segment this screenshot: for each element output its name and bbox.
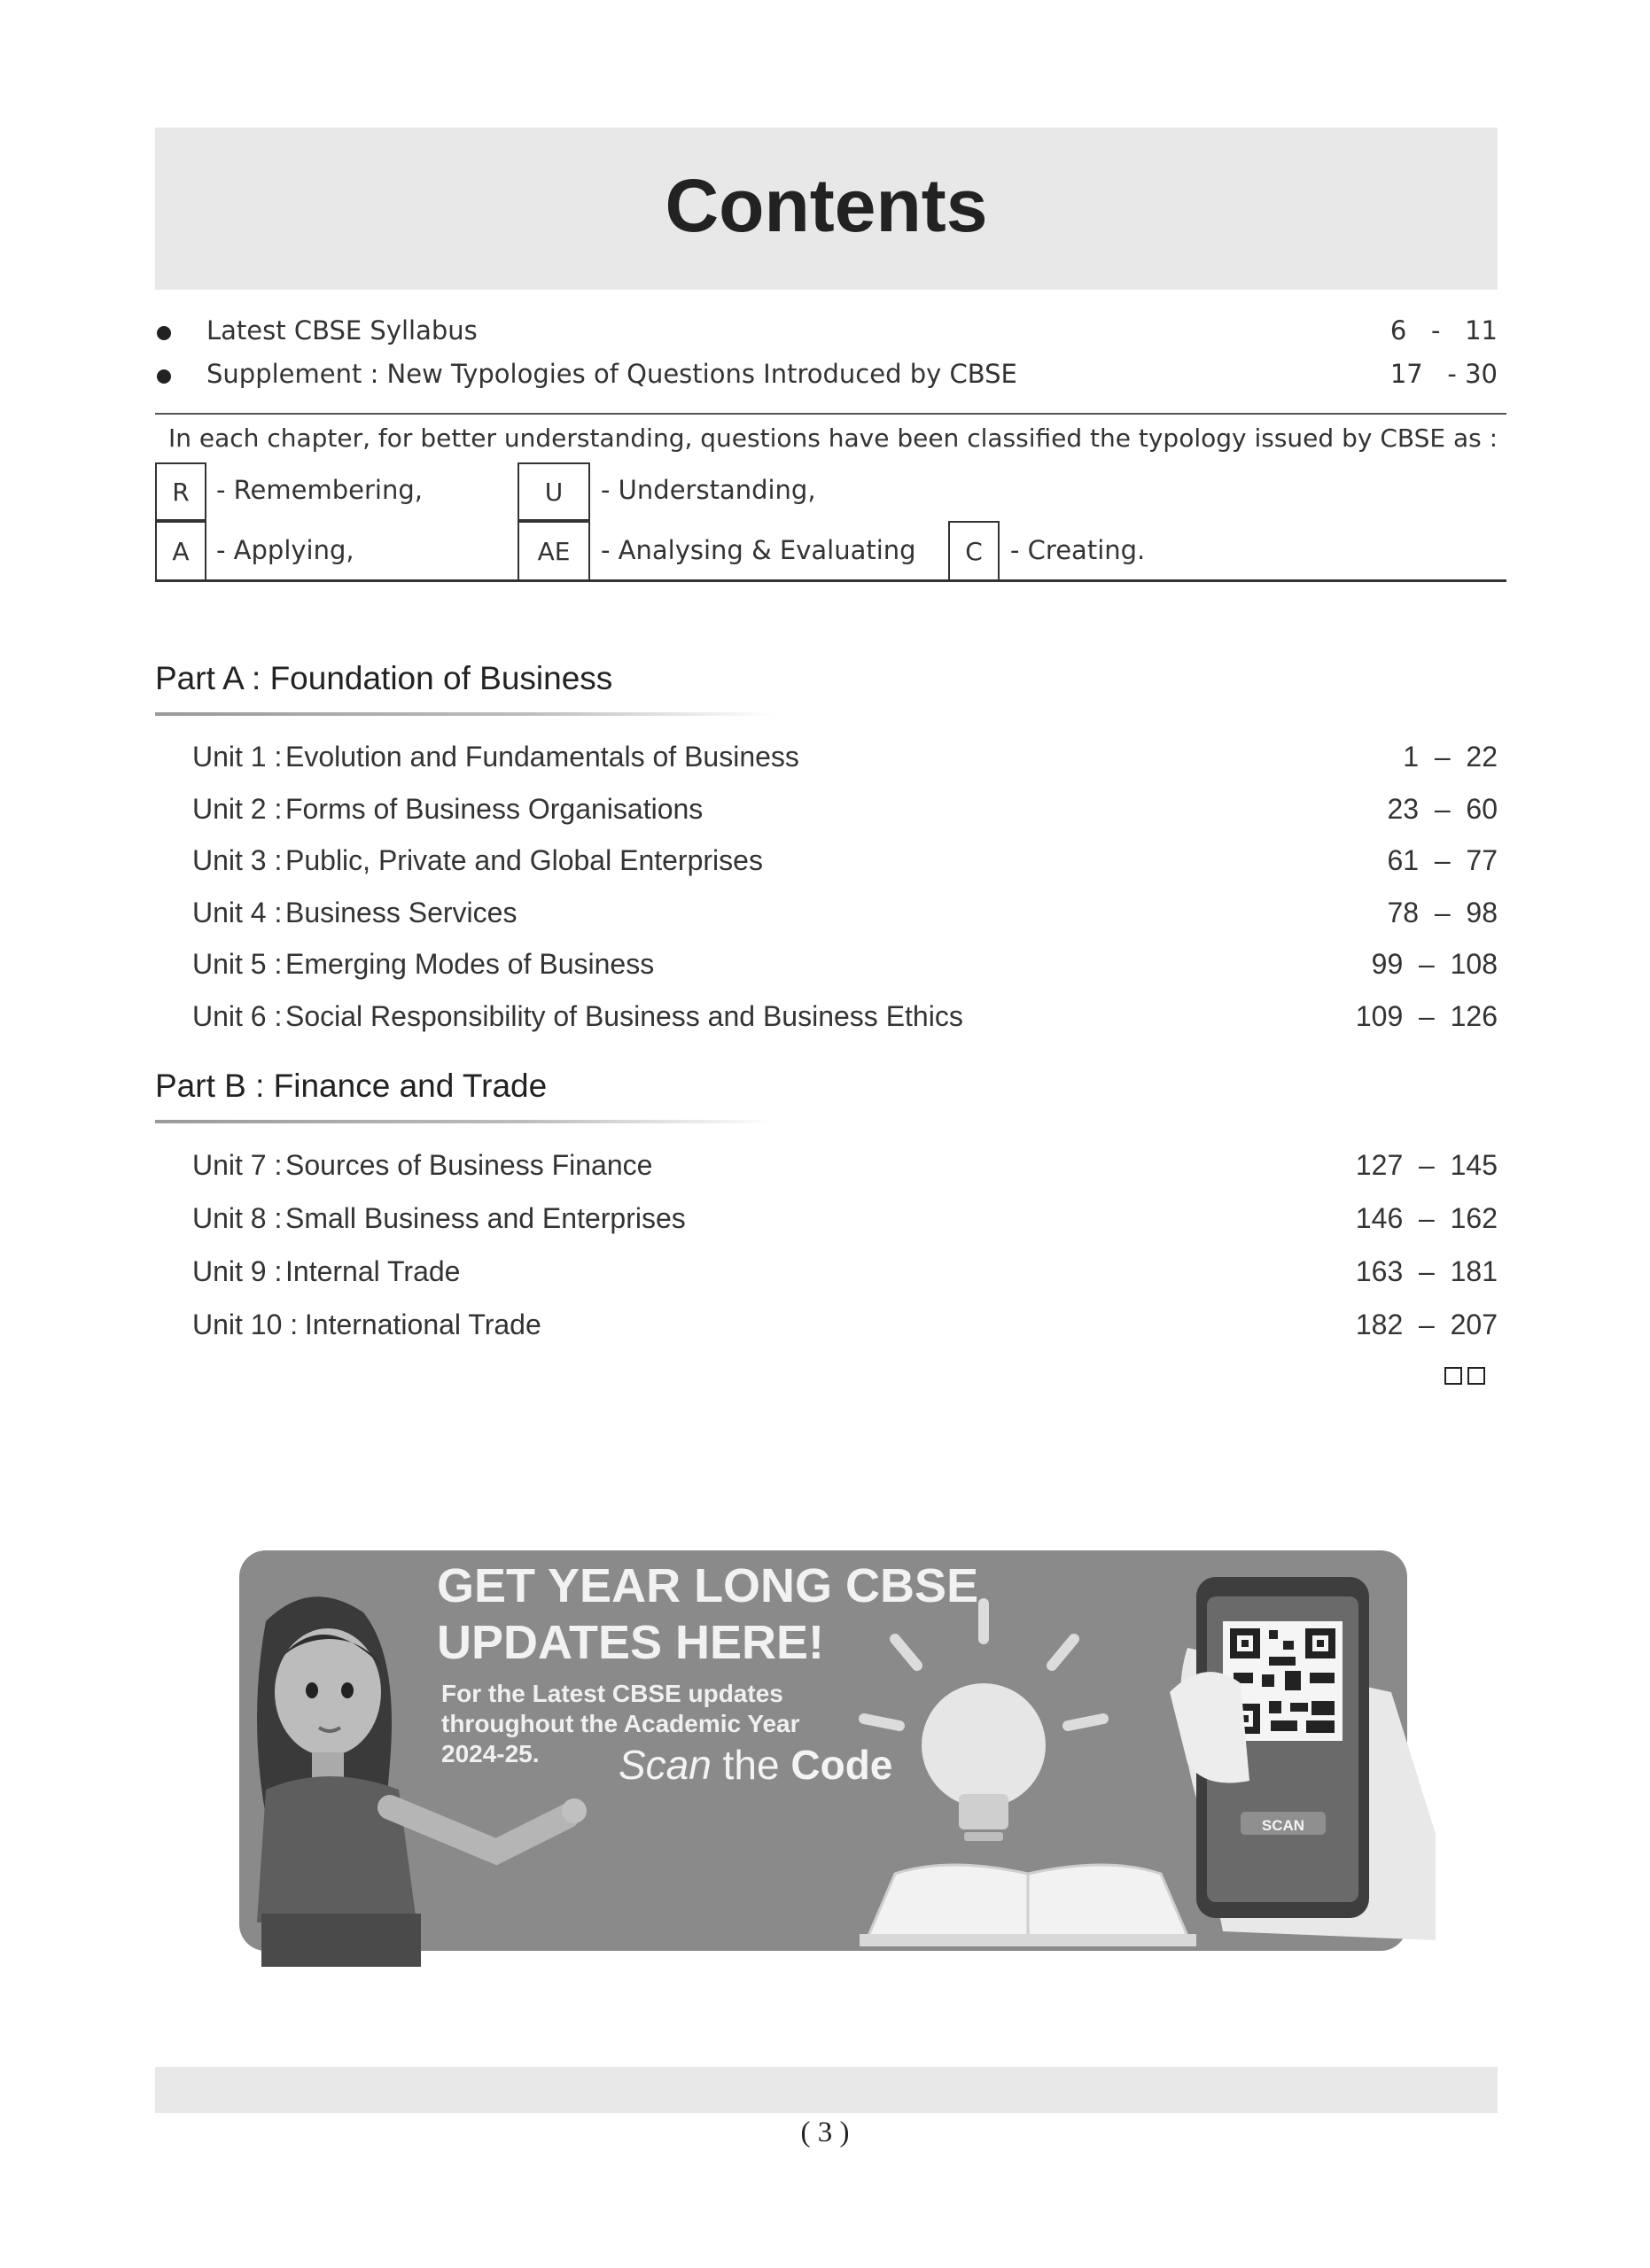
code-box-r: R (155, 462, 206, 521)
banner-subtext: throughout the Academic Year (441, 1710, 800, 1737)
toc-row (192, 897, 1498, 939)
end-mark (1444, 1367, 1492, 1386)
intro-item (155, 359, 1498, 400)
unit-pages: 1 – 22 (1403, 741, 1498, 773)
unit-number: Unit 8 : (192, 1202, 283, 1234)
toc-row (192, 1000, 1498, 1043)
page-number: ( 3 ) (800, 2117, 850, 2148)
bullet-icon (157, 326, 171, 340)
part-underline (155, 1120, 775, 1123)
unit-number: Unit 3 : (192, 844, 283, 876)
code-box-ae: AE (518, 521, 590, 581)
unit-name: Forms of Business Organisations (285, 793, 704, 825)
qr-banner[interactable] (239, 1550, 1407, 1951)
divider (155, 413, 1506, 415)
unit-name: Internal Trade (285, 1255, 461, 1287)
toc-row (192, 1255, 1498, 1298)
code-box-c: C (948, 521, 1000, 581)
unit-pages: 78 – 98 (1387, 897, 1498, 928)
unit-pages: 127 – 145 (1355, 1149, 1498, 1181)
unit-pages: 163 – 181 (1355, 1255, 1498, 1287)
unit-number: Unit 9 : (192, 1255, 283, 1287)
unit-pages: 182 – 207 (1355, 1309, 1498, 1340)
page-title: Contents (665, 164, 988, 247)
unit-name: Sources of Business Finance (285, 1149, 653, 1181)
title-band (155, 128, 1498, 290)
part-title: Part A : Foundation of Business (155, 660, 613, 696)
divider (155, 579, 1506, 582)
toc-row (192, 1149, 1498, 1192)
unit-pages: 109 – 126 (1355, 1000, 1498, 1032)
unit-name: Business Services (285, 897, 518, 928)
square-icon (1444, 1367, 1462, 1385)
code-word: Code (790, 1742, 893, 1788)
unit-number: Unit 2 : (192, 793, 283, 825)
intro-item (155, 315, 1498, 356)
unit-name: Public, Private and Global Enterprises (285, 844, 763, 876)
typology-note: In each chapter, for better understanding, questions have been classified the typology issued by CBSE as : (168, 423, 1498, 453)
part-underline (155, 712, 775, 716)
unit-name: Evolution and Fundamentals of Business (285, 741, 799, 773)
unit-name: Social Responsibility of Business and Business Ethics (285, 1000, 963, 1032)
unit-number: Unit 7 : (192, 1149, 283, 1181)
toc-row (192, 741, 1498, 783)
intro-item-pages: 6 - 11 (1389, 315, 1498, 346)
unit-pages: 23 – 60 (1387, 793, 1498, 825)
intro-item-label: Supplement : New Typologies of Questions Introduced by CBSE (206, 359, 1017, 389)
code-desc-r: - Remembering, (216, 475, 423, 505)
part-title: Part B : Finance and Trade (155, 1068, 548, 1104)
unit-number: Unit 10 : (192, 1309, 299, 1340)
code-desc-c: - Creating. (1010, 535, 1146, 565)
the-word: the (711, 1742, 791, 1788)
scan-word: Scan (619, 1742, 712, 1788)
unit-pages: 99 – 108 (1371, 948, 1498, 980)
toc-row (192, 1202, 1498, 1245)
square-icon (1467, 1367, 1485, 1385)
toc-row (192, 948, 1498, 990)
toc-row (192, 844, 1498, 887)
code-desc-ae: - Analysing & Evaluating (601, 535, 916, 565)
unit-number: Unit 5 : (192, 948, 283, 980)
banner-headline: GET YEAR LONG CBSE (437, 1559, 979, 1612)
toc-row (192, 1309, 1498, 1351)
unit-name: Small Business and Enterprises (285, 1202, 686, 1234)
unit-name: International Trade (297, 1309, 541, 1340)
banner-subtext: For the Latest CBSE updates (441, 1680, 783, 1707)
phone-qr-icon (1170, 1568, 1436, 1984)
open-book-icon (842, 1856, 1214, 1962)
unit-name: Emerging Modes of Business (285, 948, 655, 980)
scan-button[interactable]: SCAN (1261, 1817, 1305, 1834)
code-desc-u: - Understanding, (601, 475, 816, 505)
unit-number: Unit 1 : (192, 741, 283, 773)
code-box-u: U (518, 462, 590, 521)
unit-number: Unit 6 : (192, 1000, 283, 1032)
code-desc-a: - Applying, (216, 535, 354, 565)
banner-subtext: 2024-25. (441, 1740, 540, 1767)
intro-item-label: Latest CBSE Syllabus (206, 315, 478, 346)
code-box-a: A (155, 521, 206, 581)
bullet-icon (157, 369, 171, 384)
unit-pages: 61 – 77 (1387, 844, 1498, 876)
intro-item-pages: 17 - 30 (1389, 359, 1498, 389)
footer-band (155, 2067, 1498, 2113)
toc-row (192, 793, 1498, 835)
unit-number: Unit 4 : (192, 897, 283, 928)
banner-headline: UPDATES HERE! (437, 1616, 825, 1669)
unit-pages: 146 – 162 (1355, 1202, 1498, 1234)
